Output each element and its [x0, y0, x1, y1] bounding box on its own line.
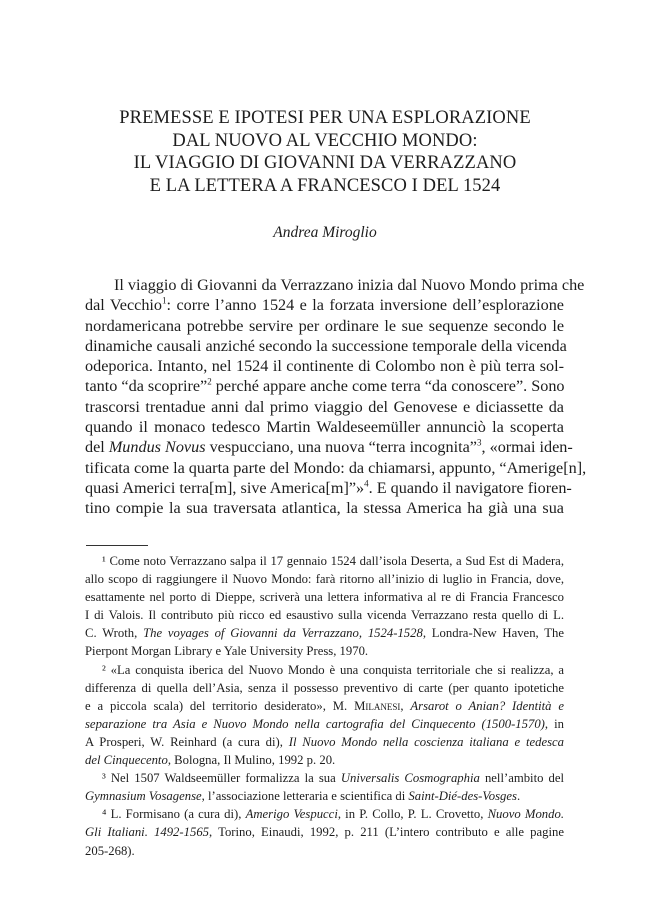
text-line: quando il monaco tedesco Martin Waldeseemüller annunciò la scoperta — [85, 418, 564, 437]
footnote-ref: 2 — [207, 377, 212, 388]
footnote-ref: 1 — [162, 295, 167, 306]
footnote-ref: 3 — [477, 437, 482, 448]
footnotes — [85, 552, 564, 860]
footnote-1: ¹ Come noto Verrazzano salpa il 17 gennaio 1524 dall’isola Deserta, a Sud Est di Madera, allo scopo di raggiungere il Nuovo Mondo: farà ritorno all’inizio di luglio in Francia, dove, esattamente nel porto di Dieppe, scriverà una lettera informativa al re di Francia Francesco I di Valois. Il contributo più ricco ed esaustivo sulla vicenda Verrazzano resta quello di L. C. Wroth, The voyages of Giovanni da Verrazzano, 1524-1528, Londra-New Haven, The Pierpont Morgan Library e Yale University Press, 1970. — [85, 554, 565, 659]
footnote-2: ² «La conquista iberica del Nuovo Mondo è una conquista territoriale che si realizza, a differenza di quella dell’Asia, senza il possesso preventivo di carte (per quanto ipotetiche e a piccola scala) del territorio desiderato», M. Milanesi, Arsarot o Anian? Identità e separazione tra Asia e Nuovo Mondo nella cartografia del Cinquecento (1500-1570), in A Prosperi, W. Reinhard (a cura di), Il Nuovo Mondo nella coscienza italiana e tedesca del Cinquecento, Bologna, Il Mulino, 1992 p. 20. — [85, 662, 564, 768]
text-line: trascorsi trentadue anni dal primo viaggio del Genovese e diciassette da — [85, 397, 564, 416]
footnote-divider — [86, 545, 148, 546]
text-line: nordamericana potrebbe servire per ordinare le sue sequenze secondo le — [85, 316, 564, 335]
text-line: odeporica. Intanto, nel 1524 il continente di Colombo non è più terra sol- — [85, 357, 564, 376]
text-line: quasi Americi terra[m], sive America[m]”»$^4$. E quando il navigatore fioren- — [85, 478, 572, 497]
footnote-4: ⁴ L. Formisano (a cura di), Amerigo Vespucci, in P. Collo, P. L. Crovetto, Nuovo Mondo. Gli Italiani. 1492-1565, Torino, Einaudi, 1992, p. 211 (L’intero contributo e alle pagine 205-268). — [85, 807, 565, 858]
text-line: dal Vecchio$^1$: corre l’anno 1524 e la forzata inversione dell’esplorazione — [85, 295, 564, 315]
author-name: Andrea Miroglio — [273, 224, 377, 241]
title-line: PREMESSE E IPOTESI PER UNA ESPLORAZIONE — [119, 108, 531, 128]
body-paragraph — [85, 275, 587, 519]
title-line: DAL NUOVO AL VECCHIO MONDO: — [172, 130, 478, 151]
title-line: IL VIAGGIO DI GIOVANNI DA VERRAZZANO — [133, 153, 517, 173]
footnote-ref: 4 — [364, 478, 369, 489]
text-line: dinamiche causali anziché secondo la successione temporale della vicenda — [85, 336, 567, 355]
text-line: tino compie la sua traversata atlantica, la stessa America ha già una sua — [85, 499, 564, 518]
text-line: tanto “da scoprire”$^2$ perché appare anche come terra “da conoscere”. Sono — [85, 377, 565, 396]
text-line: tificata come la quarta parte del Mondo: da chiamarsi, appunto, “Amerige[n], — [85, 458, 587, 477]
footnote-3: ³ Nel 1507 Waldseemüller formalizza la sua Universalis Cosmographia nell’ambito del Gymnasium Vosagense, l’associazione letteraria e scientifica di Saint-Dié-des-Vosges. — [85, 771, 565, 804]
title-line: E LA LETTERA A FRANCESCO I DEL 1524 — [149, 175, 501, 196]
text-line: del Mundus Novus vespucciano, una nuova “terra incognita”$^3$, «ormai iden- — [85, 437, 573, 457]
text-line: Il viaggio di Giovanni da Verrazzano inizia dal Nuovo Mondo prima che — [114, 276, 585, 294]
paper-title — [45, 107, 605, 197]
